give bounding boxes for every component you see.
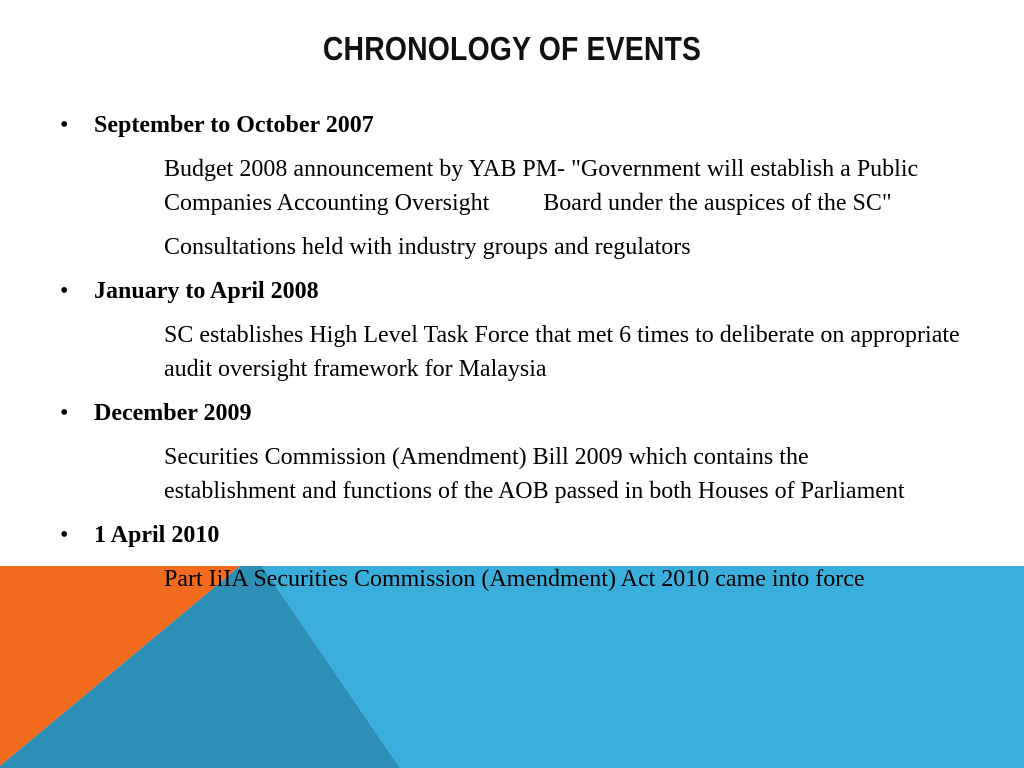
- event-period-label: December 2009: [94, 400, 252, 426]
- event-period-label: September to October 2007: [94, 112, 374, 138]
- event-period: [60, 396, 980, 430]
- event-period-label: January to April 2008: [94, 278, 319, 304]
- event-list: [60, 108, 980, 596]
- event-period: [60, 108, 980, 142]
- event-detail: Consultations held with industry groups and regulators: [164, 234, 691, 260]
- event-detail: SC establishes High Level Task Force that met 6 times to deliberate on appropriate audit oversight framework for Malaysia: [164, 322, 960, 382]
- event-detail: Part IiIA Securities Commission (Amendment) Act 2010 came into force: [164, 566, 865, 592]
- bullet-dot-icon: •: [60, 112, 69, 138]
- event-detail: Securities Commission (Amendment) Bill 2009 which contains the establishment and functions of the AOB passed in both Houses of Parliament: [164, 444, 905, 504]
- event-period: [60, 518, 980, 552]
- bullet-dot-icon: •: [60, 522, 69, 548]
- event-period-label: 1 April 2010: [94, 522, 220, 548]
- bullet-dot-icon: •: [60, 278, 69, 304]
- event-period: [60, 274, 980, 308]
- event-detail: Budget 2008 announcement by YAB PM- "Government will establish a Public Companies Accounting Oversight Board under the auspices of the SC": [164, 156, 919, 216]
- slide-title: CHRONOLOGY OF EVENTS: [322, 30, 702, 67]
- bullet-dot-icon: •: [60, 400, 69, 426]
